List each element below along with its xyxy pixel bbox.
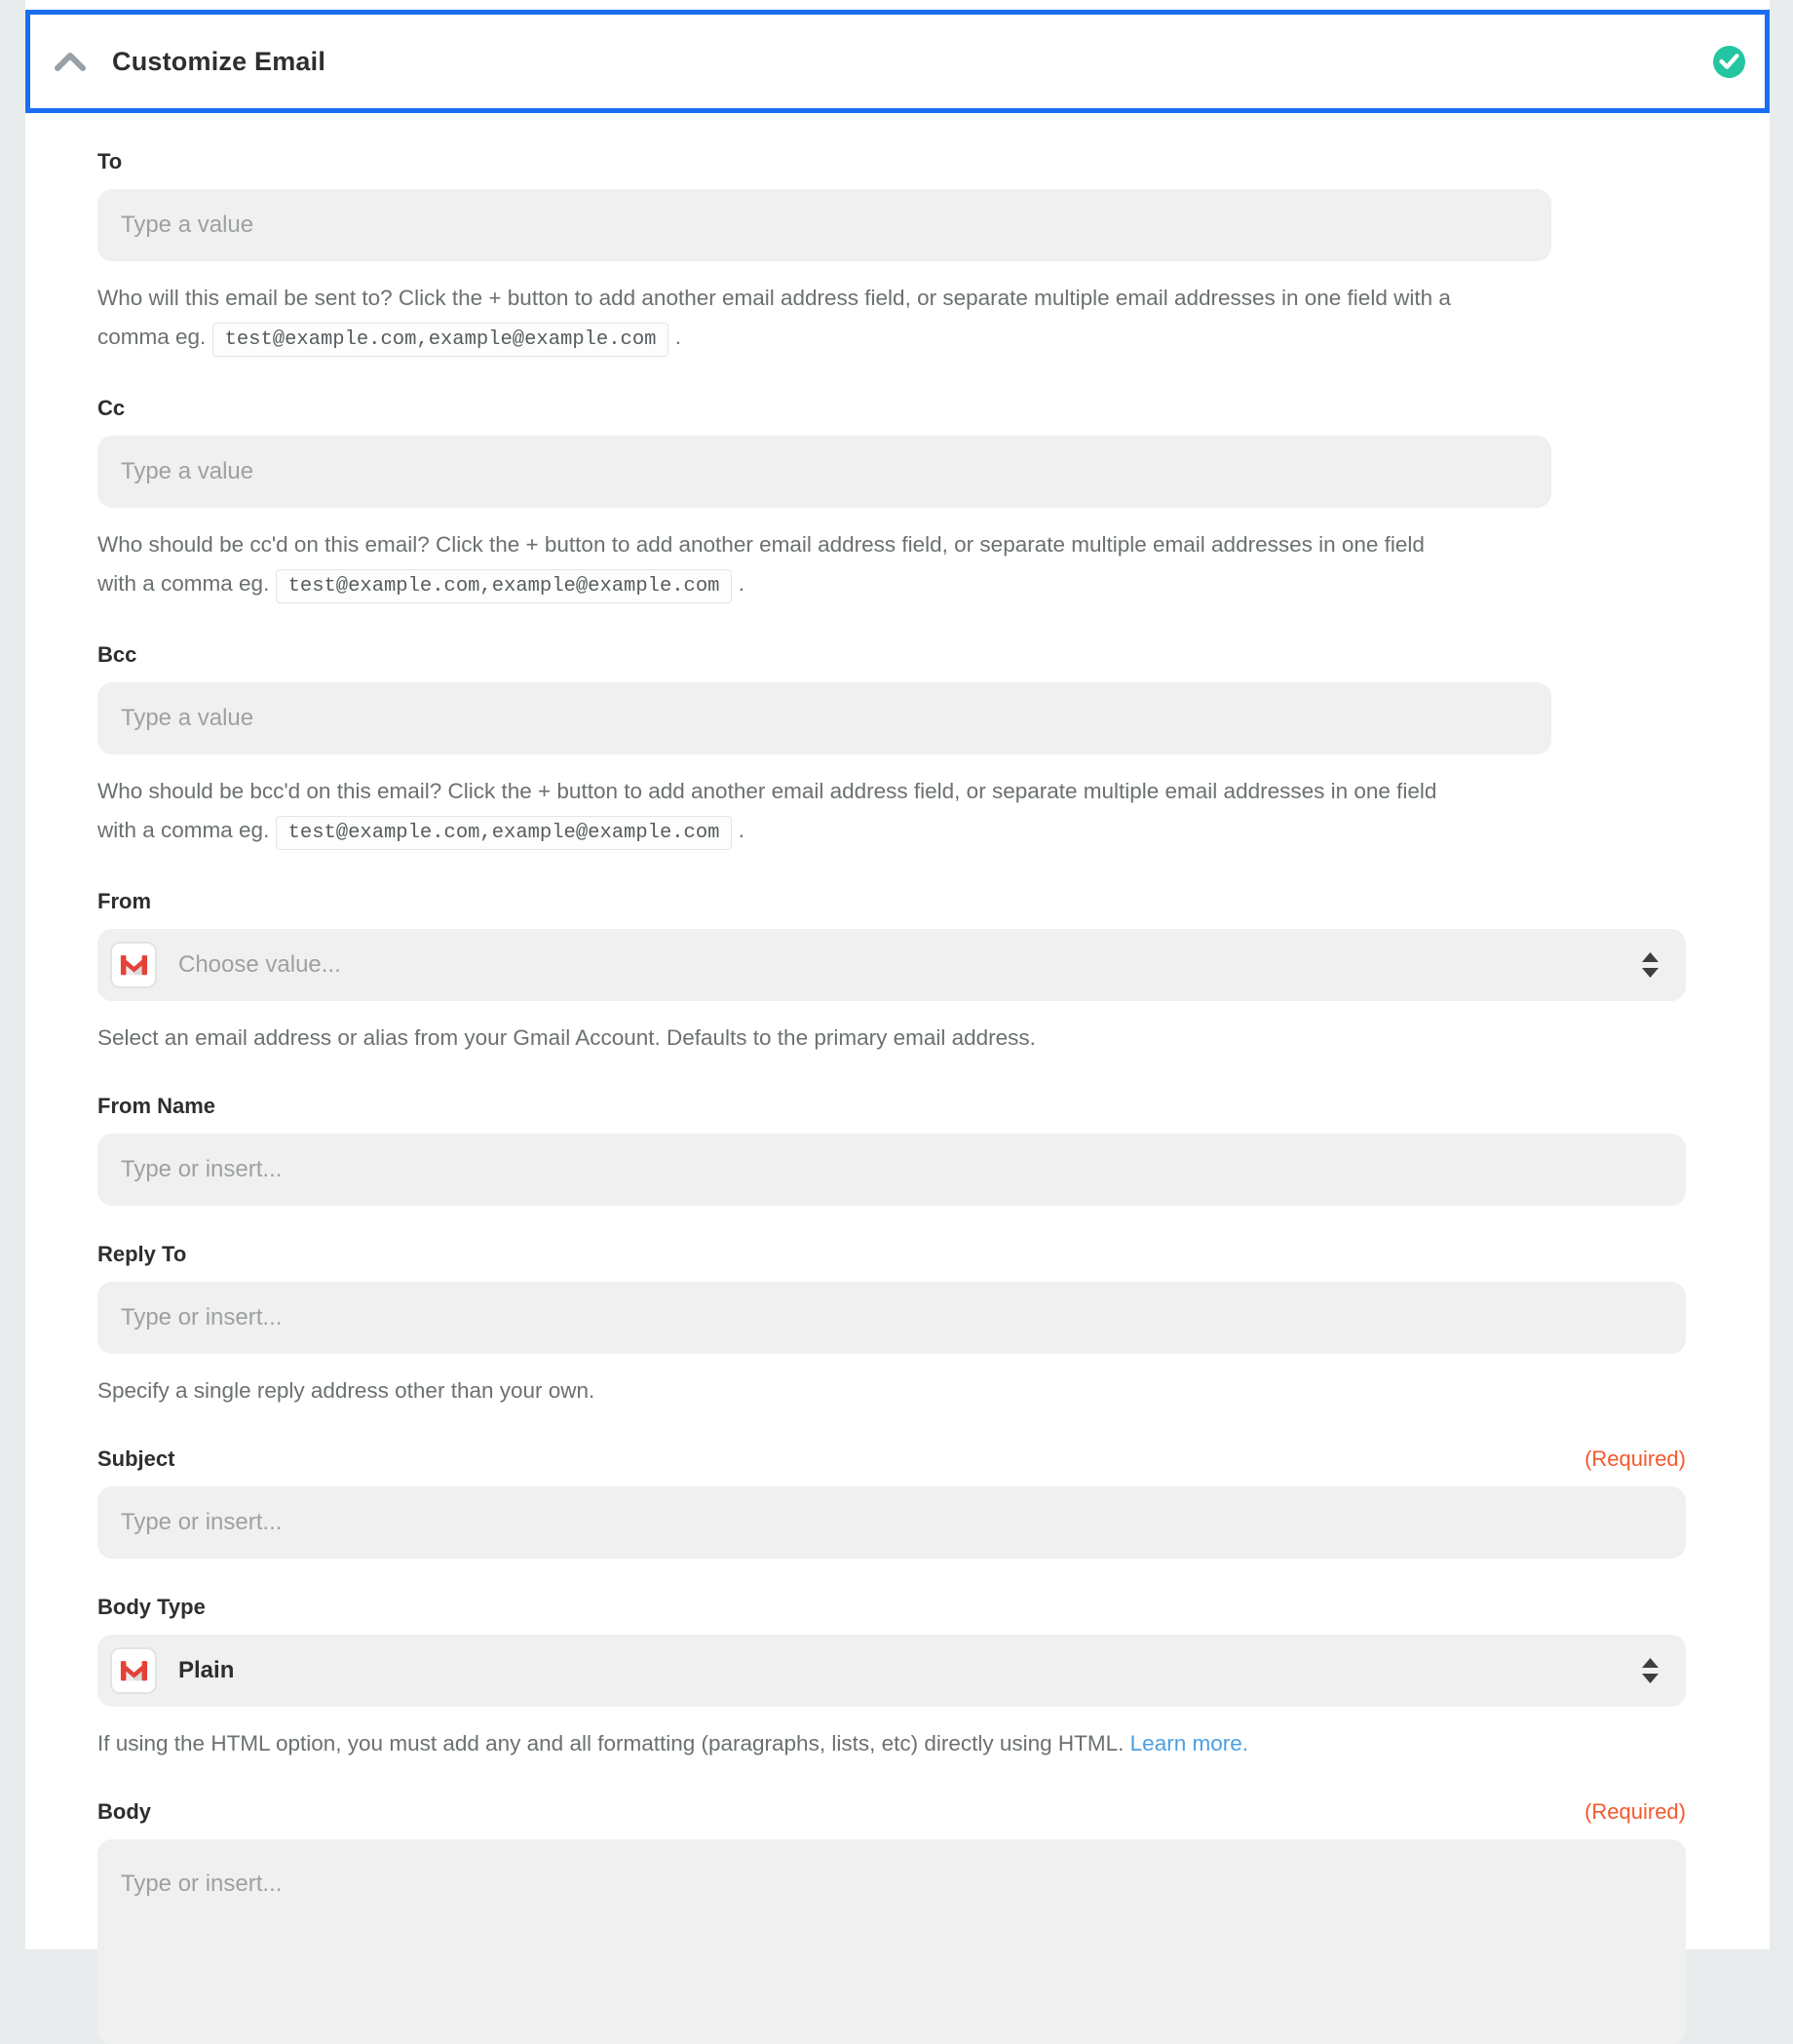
body-input[interactable] (97, 1839, 1686, 2044)
bcc-helper-text: Who should be bcc'd on this email? Click the + button to add another email address field, or separate multiple email addresses in one field with a comma eg. test@example.com,example@example.com . (97, 772, 1686, 853)
from-name-input[interactable] (97, 1134, 1686, 1206)
field-from (97, 888, 1770, 1058)
field-from-name (97, 1093, 1770, 1206)
from-name-label: From Name (97, 1094, 216, 1118)
gmail-icon (110, 942, 157, 988)
body-type-select-value: Plain (178, 1657, 235, 1683)
bcc-label: Bcc (97, 642, 137, 667)
body-required-badge: (Required) (1584, 1799, 1686, 1824)
subject-required-badge: (Required) (1584, 1446, 1686, 1471)
email-example-code: test@example.com,example@example.com (276, 816, 733, 850)
email-example-code: test@example.com,example@example.com (276, 569, 733, 603)
customize-email-header[interactable] (25, 10, 1770, 113)
reply-to-label: Reply To (97, 1242, 187, 1266)
body-type-helper-text: If using the HTML option, you must add any and all formatting (paragraphs, lists, etc) directly using HTML. Learn more. (97, 1731, 1248, 1755)
gmail-icon (110, 1647, 157, 1694)
field-reply-to (97, 1241, 1770, 1410)
unfold-arrows-icon (1640, 951, 1660, 979)
body-type-select[interactable] (97, 1635, 1686, 1707)
form-content (25, 113, 1770, 2044)
field-subject (97, 1446, 1770, 1559)
unfold-arrows-icon (1640, 1657, 1660, 1684)
from-select[interactable] (97, 929, 1686, 1001)
customize-email-card (25, 0, 1770, 1949)
field-bcc (97, 641, 1770, 853)
cc-label: Cc (97, 396, 126, 420)
email-example-code: test@example.com,example@example.com (212, 323, 669, 357)
cc-input[interactable] (97, 436, 1551, 508)
field-body-type (97, 1594, 1770, 1763)
reply-to-helper-text: Specify a single reply address other than your own. (97, 1378, 595, 1403)
reply-to-input[interactable] (97, 1282, 1686, 1354)
from-helper-text: Select an email address or alias from your Gmail Account. Defaults to the primary email address. (97, 1025, 1036, 1050)
section-title: Customize Email (112, 46, 326, 76)
to-helper-text: Who will this email be sent to? Click the + button to add another email address field, or separate multiple email addresses in one field with a comma eg. test@example.com,example@example.com . (97, 279, 1686, 360)
cc-helper-text: Who should be cc'd on this email? Click the + button to add another email address field, or separate multiple email addresses in one field with a comma eg. test@example.com,example@example.com . (97, 525, 1686, 606)
chevron-up-icon[interactable] (54, 51, 87, 72)
field-to (97, 148, 1770, 360)
field-body (97, 1798, 1770, 2044)
body-type-label: Body Type (97, 1595, 206, 1619)
field-cc (97, 395, 1770, 606)
learn-more-link[interactable]: Learn more. (1129, 1731, 1248, 1755)
from-label: From (97, 889, 151, 913)
subject-input[interactable] (97, 1486, 1686, 1559)
to-label: To (97, 149, 123, 174)
subject-label: Subject (97, 1446, 175, 1471)
from-select-value: Choose value... (178, 951, 341, 978)
body-label: Body (97, 1799, 151, 1824)
to-input[interactable] (97, 189, 1551, 261)
bcc-input[interactable] (97, 682, 1551, 754)
check-circle-icon (1713, 46, 1745, 78)
